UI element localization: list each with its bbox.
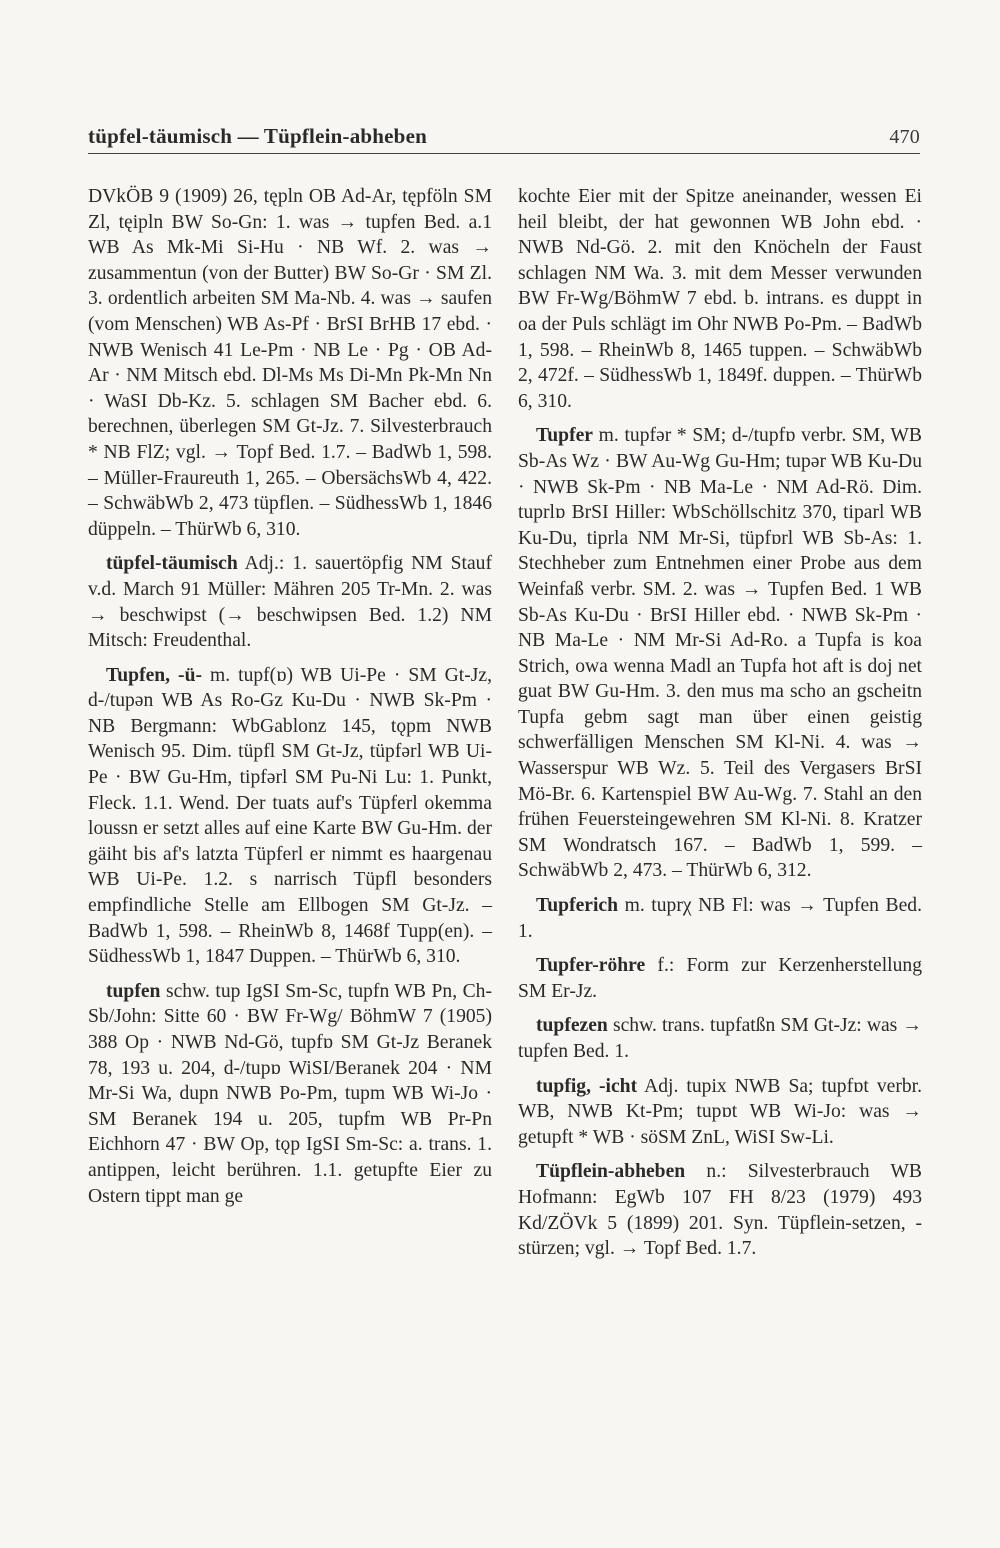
dictionary-entry [88, 551, 492, 653]
entry-body: Adj.: 1. sauertöpfig NM Stauf v.d. March 91 Müller: Mähren 205 Tr-Mn. 2. was → beschwipst (→ beschwipsen Bed. 1.2) NM Mitsch: Freudenthal. [88, 553, 492, 652]
right-column [518, 184, 922, 1262]
entry-headword: tupfezen [536, 1015, 608, 1037]
entry-body: Adj. tupix NWB Sa; tupfɒt verbr. WB, NWB Kt-Pm; tupɒt WB Wi-Jo: was → getupft * WB · söSM ZnL, WiSI Sw-Li. [518, 1075, 922, 1148]
left-column [88, 184, 492, 1209]
entry-headword: tüpfel-täumisch [106, 553, 238, 575]
dictionary-entry [518, 893, 922, 944]
continuation-text: DVkÖB 9 (1909) 26, tępln OB Ad-Ar, tępföln SM Zl, tęipln BW So-Gn: 1. was → tupfen Bed. a.1 WB As Mk-Mi Si-Hu · NB Wf. 2. was → zusammentun (von der Butter) BW So-Gr · SM Zl. 3. ordentlich arbeiten SM Ma-Nb. 4. was → saufen (vom Menschen) WB As-Pf · BrSI BrHB 17 ebd. · NWB Wenisch 41 Le-Pm · NB Le · Pg · OB Ad-Ar · NM Mitsch ebd. Dl-Ms Ms Di-Mn Pk-Mn Nn · WaSI Db-Kz. 5. schlagen SM Bacher ebd. 6. berechnen, überlegen SM Gt-Jz. 7. Silvesterbrauch * NB FlZ; vgl. → Topf Bed. 1.7. – BadWb 1, 598. – Müller-Fraureuth 1, 265. – ObersächsWb 4, 422. – SchwäbWb 2, 473 tüpflen. – SüdhessWb 1, 1846 düppeln. – ThürWb 6, 310. [88, 186, 492, 540]
dictionary-entry [518, 1159, 922, 1261]
page-title: tüpfel-täumisch — Tüpflein-abheben [88, 124, 427, 148]
page-number: 470 [889, 126, 920, 148]
entry-headword: tupfen [106, 980, 161, 1002]
entry-headword: Tupfer [536, 425, 593, 447]
entry-body: f.: Form zur Kerzenherstellung SM Er-Jz. [518, 955, 922, 1002]
dictionary-entry [518, 1074, 922, 1151]
entry-body: schw. trans. tupfatßn SM Gt-Jz: was → tupfen Bed. 1. [518, 1015, 922, 1062]
continuation-text: kochte Eier mit der Spitze aneinander, wessen Ei heil bleibt, der hat gewonnen WB John ebd. · NWB Nd-Gö. 2. mit den Knöcheln der Faust schlagen NM Wa. 3. mit dem Messer verwunden BW Fr-Wg/BöhmW 7 ebd. b. intrans. es duppt in oa der Puls schlägt im Ohr NWB Po-Pm. – BadWb 1, 598. – RheinWb 8, 1465 tuppen. – SchwäbWb 2, 472f. – SüdhessWb 1, 1849f. duppen. – ThürWb 6, 310. [518, 186, 922, 412]
entry-body: m. tupf(ɒ) WB Ui-Pe · SM Gt-Jz, d-/tupən WB As Ro-Gz Ku-Du · NWB Sk-Pm · NB Bergmann: WbGablonz 145, tǫpm NWB Wenisch 95. Dim. tüpfl SM Gt-Jz, tüpfərl WB Ui-Pe · BW Gu-Hm, tipfərl SM Pu-Ni Lu: 1. Punkt, Fleck. 1.1. Wend. Der tuats auf's Tüpferl okemma loussn er setzt alles auf eine Karte BW Gu-Hm. der gäiht bis af's latzta Tüpferl er nimmt es haargenau WB Ui-Pe. 1.2. s narrisch Tüpfl besonders empfindliche Stelle am Ellbogen SM Gt-Jz. – BadWb 1, 598. – RheinWb 8, 1468f Tupp(en). – SüdhessWb 1, 1847 Duppen. – ThürWb 6, 310. [88, 664, 492, 968]
entry-body: m. tuprχ NB Fl: was → Tupfen Bed. 1. [518, 895, 922, 942]
entry-headword: Tupfer-röhre [536, 955, 646, 977]
running-head [88, 124, 920, 149]
entry-body: m. tupfər * SM; d-/tupfɒ verbr. SM, WB Sb-As Wz · BW Au-Wg Gu-Hm; tupər WB Ku-Du · NWB Sk-Pm · NB Ma-Le · NM Ad-Rö. Dim. tuprlɒ BrSI Hiller: WbSchöllschitz 370, tiparl WB Ku-Du, tiprla NM Mr-Si, tüpfɒrl WB Sb-As: 1. Stechheber zum Entnehmen einer Probe aus dem Weinfaß verbr. SM. 2. was → Tupfen Bed. 1 WB Sb-As Ku-Du · BrSI Hiller ebd. · NWB Sk-Pm · NB Ma-Le · NM Mr-Si Ad-Ro. a Tupfa is koa Strich, owa wenna Madl an Tupfa hot aft is doj net guat BW Gu-Hm. 3. den mus ma scho an gscheitn Tupfa gebm sagt man über einen geistig schwerfälligen Menschen SM Kl-Ni. 4. was → Wasserspur WB Wz. 5. Teil des Vergasers BrSI Mö-Br. 6. Kartenspiel BW Au-Wg. 7. Stahl an den frühen Feuersteingewehren SM Kl-Ni. 8. Kratzer SM Wondratsch 167. – BadWb 1, 599. – SchwäbWb 2, 473. – ThürWb 6, 312. [518, 425, 922, 882]
header-rule [88, 153, 920, 154]
entry-headword: tupfig, -icht [536, 1075, 638, 1097]
entry-body: n.: Silvesterbrauch WB Hofmann: EgWb 107 FH 8/23 (1979) 493 Kd/ZÖVk 5 (1899) 201. Syn. Tüpflein-setzen, -stürzen; vgl. → Topf Bed. 1.7. [518, 1161, 922, 1260]
dictionary-entry [88, 979, 492, 1209]
entry-body: schw. tup IgSI Sm-Sc, tupfn WB Pn, Ch-Sb/John: Sitte 60 · BW Fr-Wg/ BöhmW 7 (1905) 388 Op · NWB Nd-Gö, tupfɒ SM Gt-Jz Beranek 78, 193 u. 204, d-/tupɒ WiSI/Beranek 204 · NM Mr-Si Wa, dupn NWB Po-Pm, tupm WB Wi-Jo · SM Beranek 194 u. 205, tupfm WB Pr-Pn Eichhorn 47 · BW Op, tǫp IgSI Sm-Sc: a. trans. 1. antippen, leicht berühren. 1.1. getupfte Eier zu Ostern tippt man ge [88, 980, 493, 1207]
dictionary-entry [88, 663, 492, 970]
entry-headword: Tüpflein-abheben [536, 1161, 686, 1183]
dictionary-entry [518, 953, 922, 1004]
entry-headword: Tupfen, -ü- [106, 664, 203, 686]
dictionary-entry [518, 423, 922, 884]
entry-headword: Tupferich [536, 895, 619, 917]
dictionary-entry [518, 1013, 922, 1064]
